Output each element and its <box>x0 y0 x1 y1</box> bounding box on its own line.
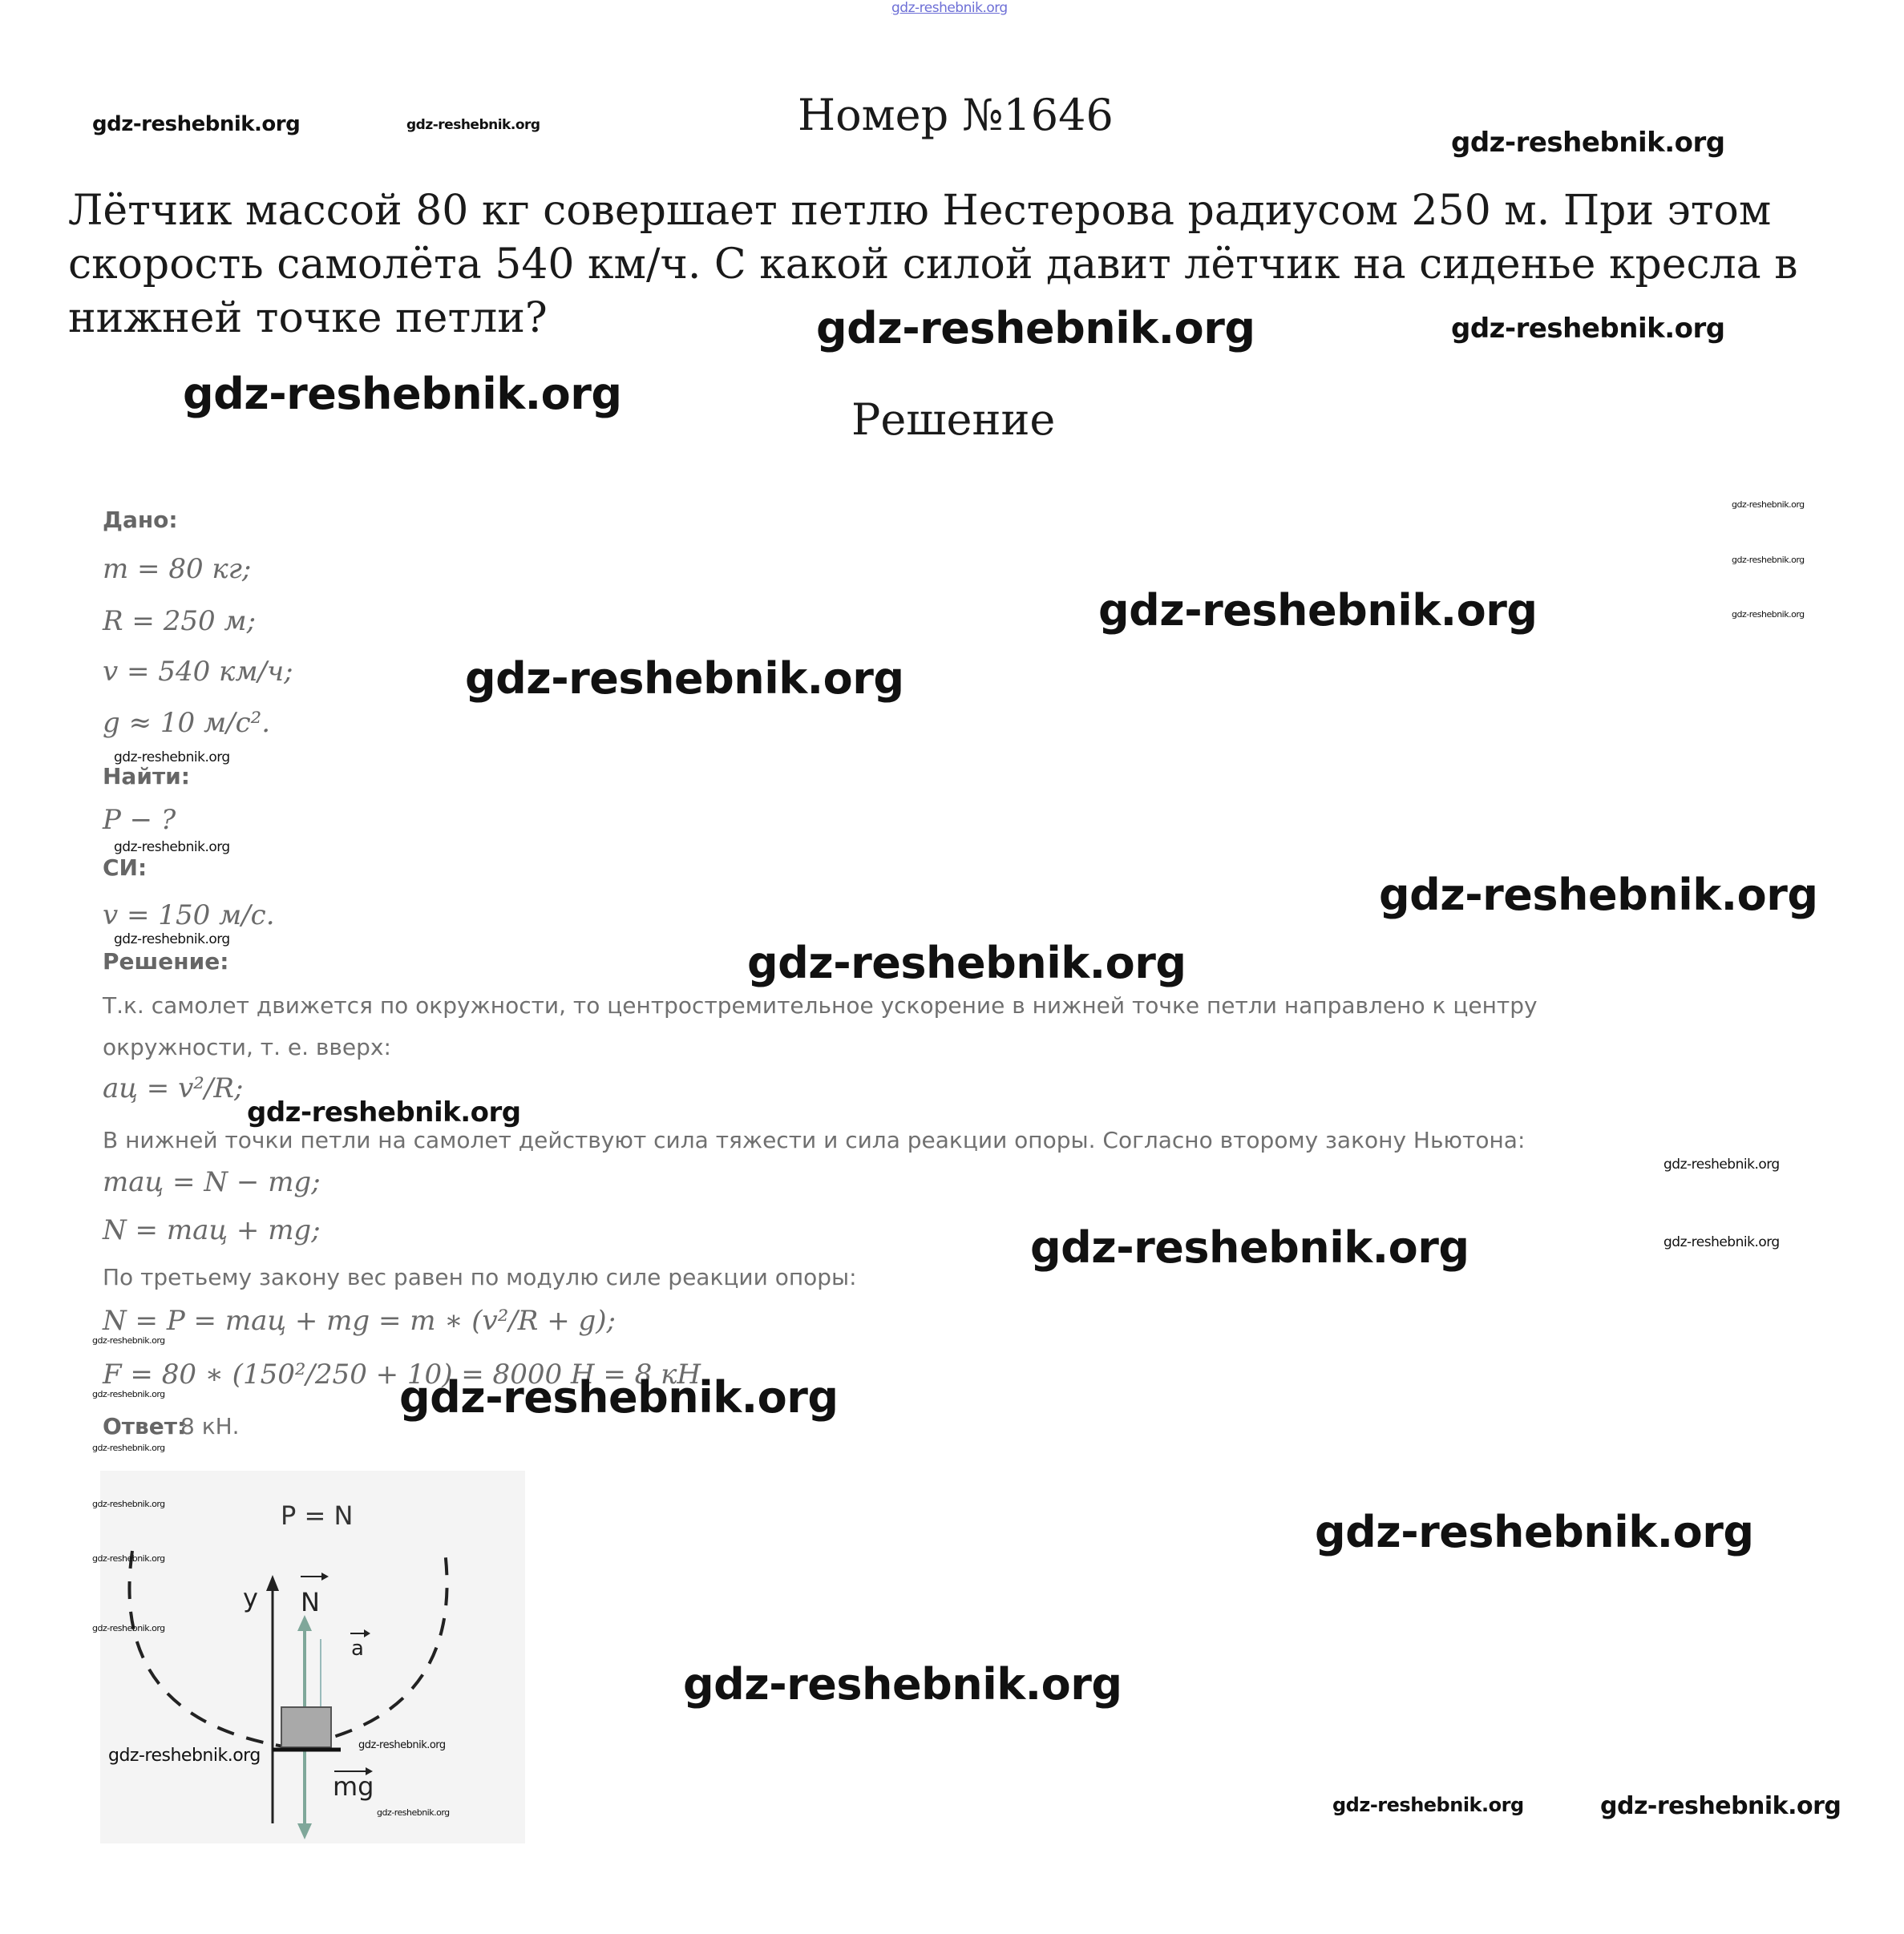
solution-para1-line1: Т.к. самолет движется по окружности, то центростремительное ускорение в нижней точке петли направлено к центру <box>103 992 1538 1019</box>
given-m: m = 80 кг; <box>103 553 252 585</box>
answer-label: Ответ: <box>103 1413 187 1439</box>
watermark: gdz-reshebnik.org <box>92 1335 165 1346</box>
watermark: gdz-reshebnik.org <box>1600 1792 1841 1820</box>
watermark-top[interactable]: gdz-reshebnik.org <box>891 0 1008 16</box>
watermark: gdz-reshebnik.org <box>358 1739 446 1751</box>
watermark: gdz-reshebnik.org <box>1030 1222 1469 1273</box>
watermark: gdz-reshebnik.org <box>108 1746 261 1766</box>
watermark: gdz-reshebnik.org <box>92 112 301 136</box>
watermark: gdz-reshebnik.org <box>1663 1234 1780 1250</box>
solution-para1-line2: окружности, т. е. вверх: <box>103 1034 391 1060</box>
figure-mg-label: mg <box>333 1771 374 1802</box>
given-label: Дано: <box>103 507 178 533</box>
watermark: gdz-reshebnik.org <box>92 1623 165 1633</box>
watermark: gdz-reshebnik.org <box>747 938 1186 988</box>
force-diagram <box>100 1471 525 1843</box>
equation-3: N = maц + mg; <box>103 1214 321 1246</box>
watermark: gdz-reshebnik.org <box>114 749 230 765</box>
watermark: gdz-reshebnik.org <box>377 1807 450 1818</box>
solution-label: Решение: <box>103 948 229 975</box>
given-r: R = 250 м; <box>103 605 257 637</box>
find-value: P − ? <box>103 804 176 836</box>
watermark: gdz-reshebnik.org <box>1098 585 1538 636</box>
problem-text: Лётчик массой 80 кг совершает петлю Нестерова радиусом 250 м. При этом скорость самолёта 540 км/ч. С какой силой давит лётчик на сиденье кресла в нижней точке петли? <box>68 187 1798 342</box>
watermark: gdz-reshebnik.org <box>816 303 1255 353</box>
given-g: g ≈ 10 м/с². <box>103 707 271 739</box>
watermark: gdz-reshebnik.org <box>1315 1507 1754 1557</box>
watermark: gdz-reshebnik.org <box>114 839 230 855</box>
solution-heading: Решение <box>851 394 1056 445</box>
watermark: gdz-reshebnik.org <box>1332 1794 1524 1816</box>
watermark: gdz-reshebnik.org <box>92 1443 165 1453</box>
answer-value: 8 кН. <box>180 1413 240 1439</box>
figure-a-label: a <box>351 1637 364 1661</box>
watermark: gdz-reshebnik.org <box>683 1659 1122 1710</box>
page-title: Номер №1646 <box>798 90 1114 140</box>
watermark: gdz-reshebnik.org <box>1732 609 1805 620</box>
figure-equation-label: P = N <box>281 1500 354 1531</box>
equation-5: F = 80 ∗ (150²/250 + 10) = 8000 Н = 8 кН. <box>103 1359 709 1391</box>
watermark: gdz-reshebnik.org <box>114 931 230 947</box>
si-label: СИ: <box>103 854 148 881</box>
watermark: gdz-reshebnik.org <box>92 1389 165 1399</box>
si-value: v = 150 м/с. <box>103 899 275 931</box>
equation-1: aц = v²/R; <box>103 1072 244 1104</box>
watermark: gdz-reshebnik.org <box>247 1096 521 1129</box>
watermark: gdz-reshebnik.org <box>1379 870 1818 920</box>
figure-y-label: y <box>243 1583 258 1613</box>
given-v: v = 540 км/ч; <box>103 656 293 688</box>
watermark: gdz-reshebnik.org <box>406 117 540 133</box>
watermark: gdz-reshebnik.org <box>92 1553 165 1564</box>
equation-2: maц = N − mg; <box>103 1166 321 1198</box>
watermark: gdz-reshebnik.org <box>1451 127 1725 159</box>
watermark: gdz-reshebnik.org <box>92 1499 165 1509</box>
watermark: gdz-reshebnik.org <box>1732 499 1805 510</box>
watermark: gdz-reshebnik.org <box>465 653 904 704</box>
watermark: gdz-reshebnik.org <box>1451 313 1725 345</box>
find-label: Найти: <box>103 763 190 789</box>
figure-n-label: N <box>301 1587 320 1617</box>
solution-para2: В нижней точки петли на самолет действуют сила тяжести и сила реакции опоры. Согласно второму закону Ньютона: <box>103 1127 1526 1153</box>
equation-4: N = P = maц + mg = m ∗ (v²/R + g); <box>103 1305 616 1337</box>
watermark: gdz-reshebnik.org <box>1663 1157 1780 1173</box>
solution-para3: По третьему закону вес равен по модулю силе реакции опоры: <box>103 1264 857 1290</box>
watermark: gdz-reshebnik.org <box>399 1372 839 1423</box>
watermark: gdz-reshebnik.org <box>1732 555 1805 565</box>
watermark: gdz-reshebnik.org <box>183 369 622 419</box>
